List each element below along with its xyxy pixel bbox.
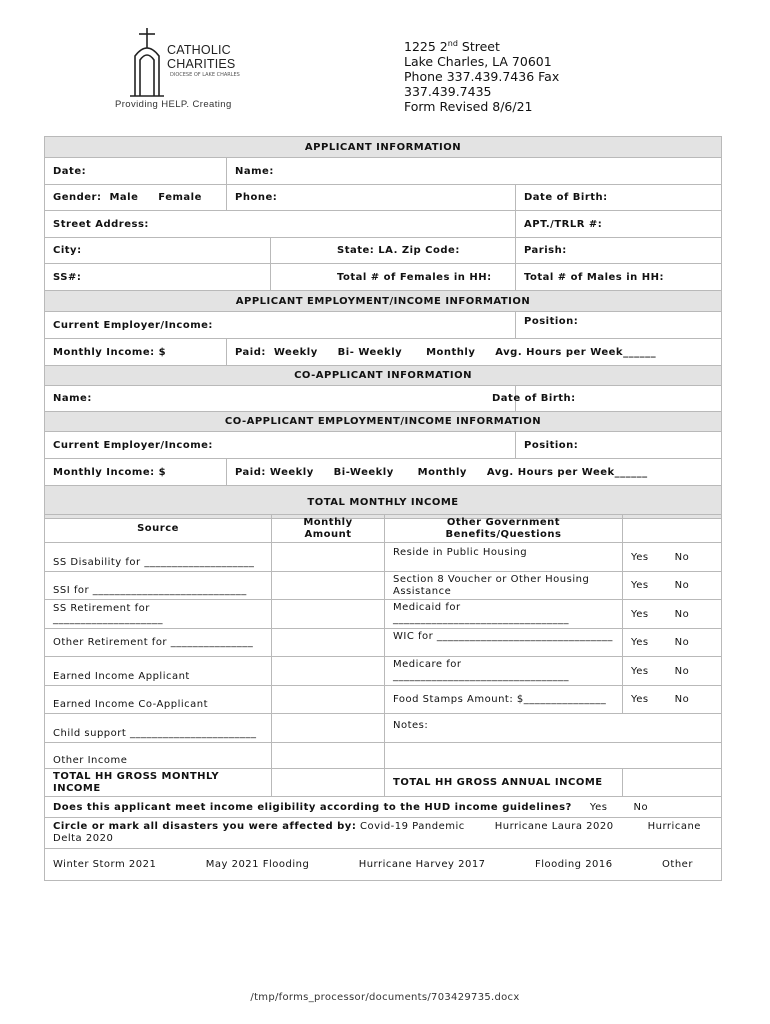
city-field[interactable]: City: — [45, 238, 271, 264]
notes-continued[interactable] — [385, 743, 722, 769]
notes-field[interactable]: Notes: — [385, 714, 722, 743]
income-source[interactable]: SSI for ____________________________ — [45, 572, 272, 600]
yes-no-choice[interactable]: Yes No — [623, 543, 722, 572]
income-source-child-support[interactable]: Child support _______________________ — [45, 714, 272, 743]
females-count-field[interactable]: Total # of Females in HH: — [271, 264, 516, 291]
dob-field[interactable]: Date of Birth: — [516, 185, 722, 211]
eligibility-no[interactable]: No — [633, 801, 649, 813]
disasters-list — [45, 849, 722, 881]
income-amount[interactable] — [272, 714, 385, 743]
employer-field[interactable]: Current Employer/Income: — [45, 312, 516, 339]
disaster-flooding-2016[interactable]: Flooding 2016 — [534, 859, 613, 870]
income-source[interactable]: Earned Income Co-Applicant — [45, 686, 272, 714]
income-table — [44, 514, 722, 881]
date-field[interactable]: Date: — [45, 158, 227, 185]
income-source[interactable]: Other Retirement for _______________ — [45, 629, 272, 657]
street-address-field[interactable]: Street Address: — [45, 211, 516, 238]
income-amount[interactable] — [272, 657, 385, 686]
yes-no-choice[interactable]: Yes No — [623, 572, 722, 600]
yes-no-choice[interactable]: Yes No — [623, 629, 722, 657]
pay-frequency-field[interactable]: Paid: Weekly Bi- Weekly Monthly Avg. Hours per Week______ — [227, 339, 722, 366]
coapplicant-position-field[interactable]: Position: — [516, 432, 722, 459]
income-amount[interactable] — [272, 743, 385, 769]
coapplicant-employer-field[interactable]: Current Employer/Income: — [45, 432, 516, 459]
eligibility-question: Does this applicant meet income eligibility according to the HUD income guidelines? Yes No — [45, 797, 722, 818]
disaster-may-flooding[interactable]: May 2021 Flooding — [205, 859, 310, 870]
income-amount[interactable] — [272, 629, 385, 657]
benefit-question: WIC for ________________________________ — [385, 629, 623, 657]
yes-no-choice[interactable]: Yes No — [623, 686, 722, 714]
benefit-question: Medicaid for ________________________________ — [385, 600, 623, 629]
col-source: Source — [45, 515, 272, 543]
section-applicant-employment: APPLICANT EMPLOYMENT/INCOME INFORMATION — [45, 291, 722, 312]
benefit-question: Food Stamps Amount: $_______________ — [385, 686, 623, 714]
income-source[interactable]: SS Disability for ____________________ — [45, 543, 272, 572]
logo-wordmark: CATHOLIC CHARITIES — [167, 43, 236, 71]
tagline: Providing HELP. Creating — [115, 99, 232, 110]
total-annual-label: TOTAL HH GROSS ANNUAL INCOME — [385, 769, 623, 797]
section-coapplicant-info: CO-APPLICANT INFORMATION — [45, 366, 722, 386]
disaster-delta[interactable]: Hurricane Delta 2020 — [53, 821, 701, 844]
parish-field[interactable]: Parish: — [516, 238, 722, 264]
yes-no-choice[interactable]: Yes No — [623, 600, 722, 629]
ss-field[interactable]: SS#: — [45, 264, 271, 291]
benefit-question: Reside in Public Housing — [385, 543, 623, 572]
disaster-other[interactable]: Other — [662, 859, 693, 870]
income-amount[interactable] — [272, 572, 385, 600]
logo-subtitle: DIOCESE OF LAKE CHARLES — [170, 72, 240, 78]
monthly-income-field[interactable]: Monthly Income: $ — [45, 339, 227, 366]
coapplicant-pay-frequency-field[interactable]: Paid: Weekly Bi-Weekly Monthly Avg. Hours per Week______ — [227, 459, 722, 486]
income-source-other[interactable]: Other Income — [45, 743, 272, 769]
address-block: 1225 2nd Street Lake Charles, LA 70601 Phone 337.439.7436 Fax 337.439.7435 Form Revised 8/6/21 — [404, 39, 560, 115]
benefit-question: Section 8 Voucher or Other Housing Assistance — [385, 572, 623, 600]
gender-field[interactable]: Gender: Male Female — [45, 185, 227, 211]
benefit-question: Medicare for ________________________________ — [385, 657, 623, 686]
disasters-prompt: Circle or mark all disasters you were affected by: Covid-19 Pandemic Hurricane Laura 2020 Hurricane Delta 2020 — [45, 818, 722, 849]
col-monthly-amount: Monthly Amount — [272, 515, 385, 543]
income-source[interactable]: Earned Income Applicant — [45, 657, 272, 686]
footer-path: /tmp/forms_processor/documents/703429735.docx — [250, 992, 520, 1003]
total-monthly-label: TOTAL HH GROSS MONTHLY INCOME — [45, 769, 272, 797]
col-other-benefits: Other Government Benefits/Questions — [385, 515, 623, 543]
disaster-winter-storm[interactable]: Winter Storm 2021 — [53, 859, 157, 870]
section-total-monthly-income: TOTAL MONTHLY INCOME — [45, 486, 722, 519]
col-yes-no — [623, 515, 722, 543]
yes-no-choice[interactable]: Yes No — [623, 657, 722, 686]
total-annual-amount[interactable] — [623, 769, 722, 797]
position-field[interactable]: Position: — [516, 312, 722, 339]
disaster-harvey[interactable]: Hurricane Harvey 2017 — [358, 859, 486, 870]
total-monthly-amount[interactable] — [272, 769, 385, 797]
income-amount[interactable] — [272, 600, 385, 629]
apt-field[interactable]: APT./TRLR #: — [516, 211, 722, 238]
disaster-laura[interactable]: Hurricane Laura 2020 — [494, 821, 614, 832]
application-form — [44, 136, 722, 519]
state-zip-field[interactable]: State: LA. Zip Code: — [271, 238, 516, 264]
income-source[interactable]: SS Retirement for ____________________ — [45, 600, 272, 629]
coapplicant-dob-field[interactable]: Date of Birth: — [516, 386, 722, 412]
income-amount[interactable] — [272, 543, 385, 572]
phone-field[interactable]: Phone: — [227, 185, 516, 211]
males-count-field[interactable]: Total # of Males in HH: — [516, 264, 722, 291]
section-coapplicant-employment: CO-APPLICANT EMPLOYMENT/INCOME INFORMATION — [45, 412, 722, 432]
coapplicant-name-field[interactable]: Name: — [45, 386, 516, 412]
disaster-covid[interactable]: Covid-19 Pandemic — [360, 821, 465, 832]
eligibility-yes[interactable]: Yes — [589, 801, 608, 813]
name-field[interactable]: Name: — [227, 158, 722, 185]
income-amount[interactable] — [272, 686, 385, 714]
coapplicant-monthly-income-field[interactable]: Monthly Income: $ — [45, 459, 227, 486]
section-applicant-info: APPLICANT INFORMATION — [45, 137, 722, 158]
